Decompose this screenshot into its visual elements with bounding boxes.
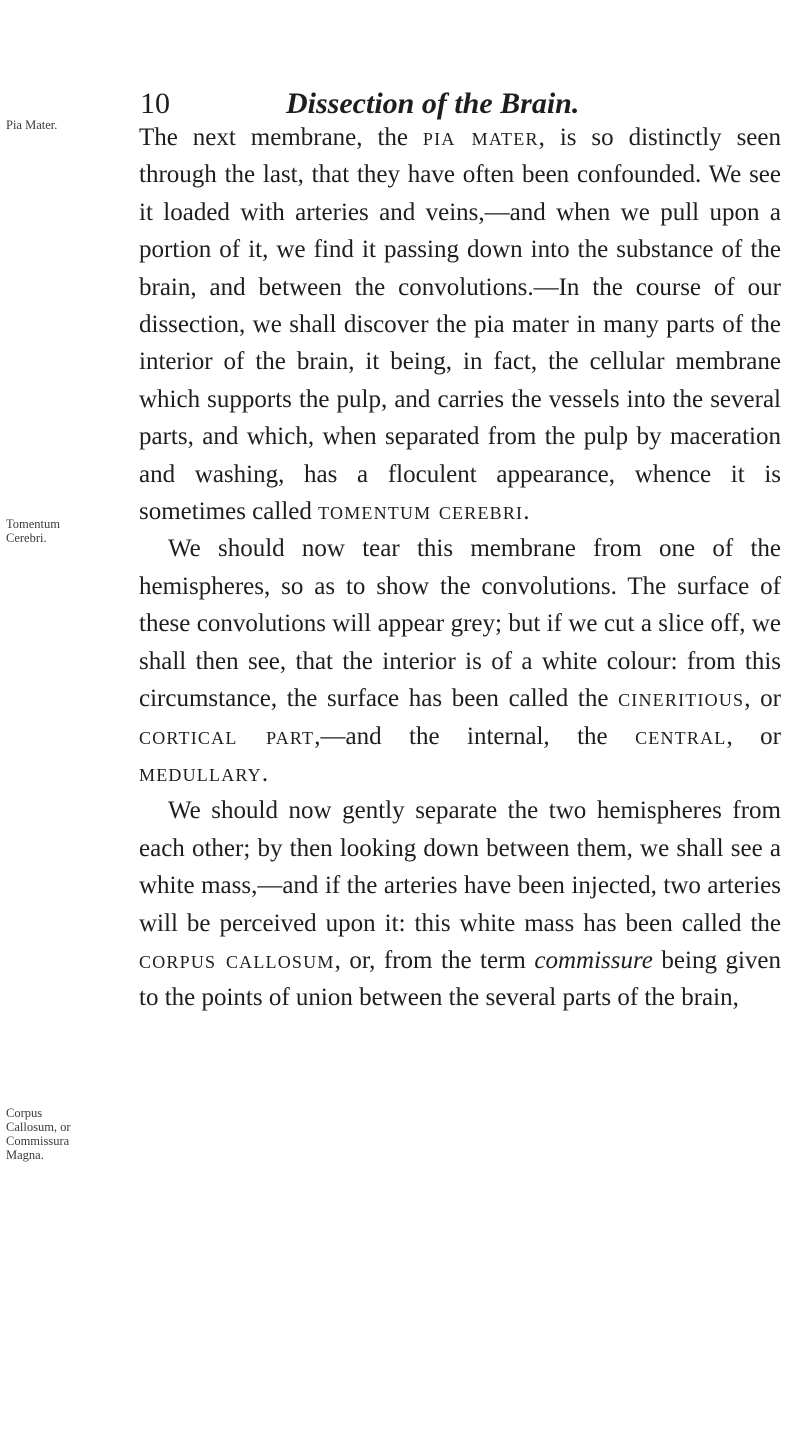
term-central: central [635, 722, 727, 750]
term-pia-mater: pia mater [422, 124, 539, 151]
paragraph-convolutions: We should now tear this membrane from one of the hemispheres, so as to show the convolutions. The surface of these convolutions will appear grey; but if we cut a slice off, we shall then see, that the interior is of a white colour: from this circumstance, the surface has been called the cineritious, or cortical part,—and the internal, the central, or medullary. [139, 535, 782, 787]
margin-note-corpus-callosum: Corpus Callosum, or Commissura Magna. [6, 1106, 71, 1162]
margin-note-tomentum: Tomentum Cerebri. [6, 517, 60, 545]
term-tomentum-cerebri: tomentum cerebri [318, 498, 524, 526]
term-cortical-part: cortical part [139, 722, 315, 750]
paragraph-corpus-callosum: We should now gently separate the two hemispheres from each other; by then looking down between them, we shall see a white mass,—and if the arteries have been injected, two arteries will be perceived upon it: this white mass has been called the corpus callosum, or, from the term commissure being given to the points of union between the several parts of the brain, [139, 797, 782, 1012]
margin-note-pia-mater: Pia Mater. [6, 118, 58, 132]
term-cineritious: cineritious [618, 685, 745, 713]
body-text [139, 119, 781, 1017]
term-corpus-callosum: corpus callosum [139, 946, 335, 974]
term-medullary: medullary [139, 759, 262, 787]
page-number: 10 [140, 87, 170, 120]
running-title: Dissection of the Brain. [286, 87, 580, 120]
term-commissure: commissure [534, 946, 653, 974]
paragraph-pia-mater: The next membrane, the pia mater, is so distinctly seen through the last, that they have often been confounded. We see it loaded with arteries and veins,—and when we pull upon a portion of it, we find it passing down into the substance of the brain, and between the convolutions.—In the course of our dissection, we shall discover the pia mater in many parts of the interior of the brain, it being, in fact, the cellular membrane which supports the pulp, and carries the vessels into the several parts, and which, when separated from the pulp by maceration and washing, has a floculent appearance, whence it is sometimes called tomentum cerebri. [139, 124, 781, 526]
